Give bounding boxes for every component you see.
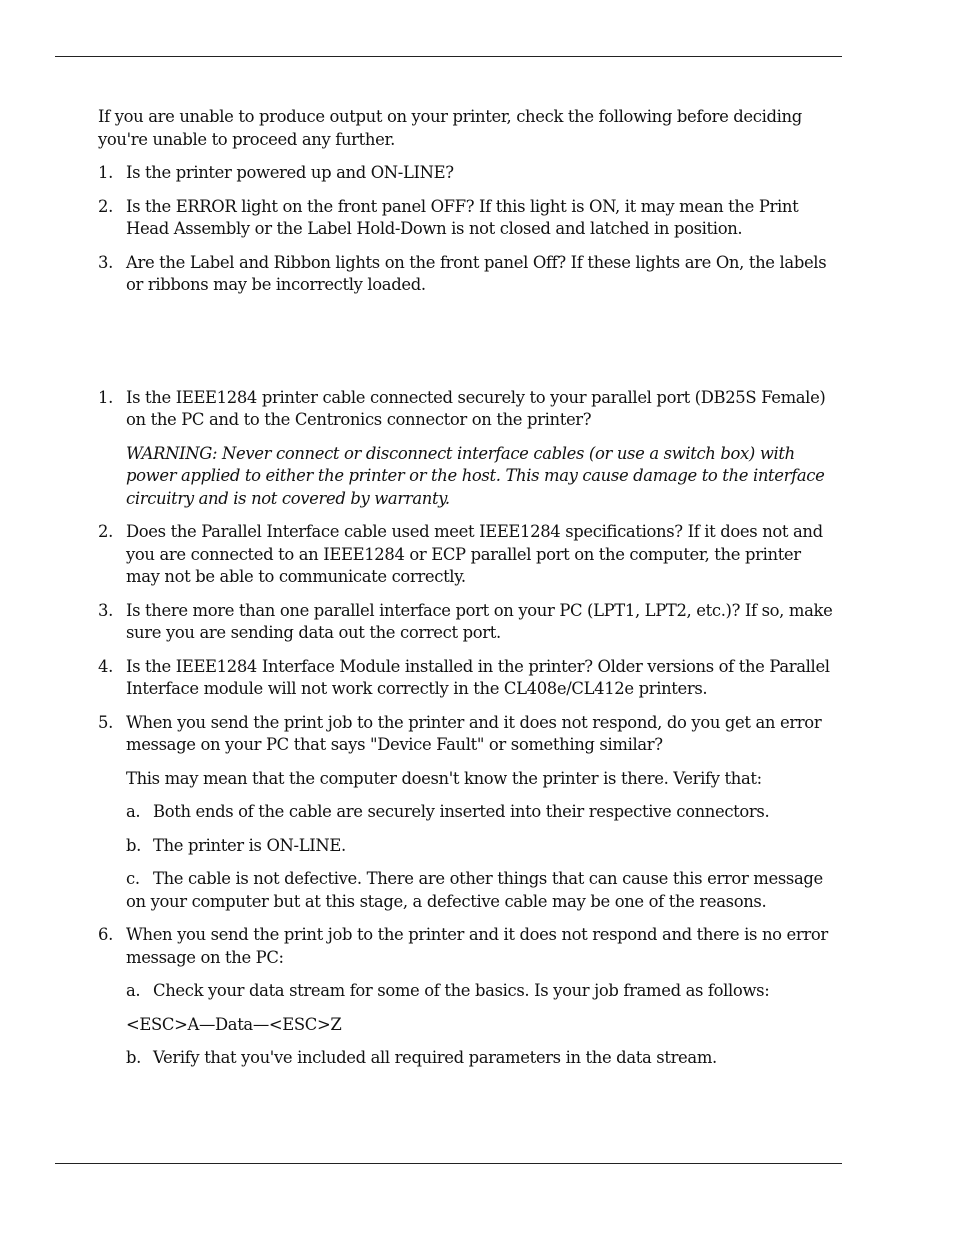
item-number: 6. (98, 925, 113, 944)
item-text: Is the IEEE1284 printer cable connected securely to your parallel port (DB25S Female) on the PC and to the Centronics connector on the printer? (126, 387, 826, 429)
verify-note: This may mean that the computer doesn't know the printer is there. Verify that: (126, 768, 762, 788)
footer-rule (55, 1163, 842, 1164)
item-number: 2. (98, 522, 113, 541)
item-number: 3. (98, 252, 113, 272)
intro-paragraph: If you are unable to produce output on your printer, check the following before deciding you're unable to proceed any further. (98, 107, 802, 149)
item-text: Are the Label and Ribbon lights on the front panel Off? If these lights are On, the labels or ribbons may be incorrectly loaded. (126, 252, 827, 294)
sub-item-6b (126, 1047, 833, 1070)
item-text: Is the IEEE1284 Interface Module installed in the printer? Older versions of the Parallel Interface module will not work correctly in the CL408e/CL412e printers. (126, 656, 830, 698)
item-number: 3. (98, 600, 113, 620)
sub-item-a (126, 801, 833, 824)
parallel-item-5 (98, 712, 833, 757)
sub-item-text: The cable is not defective. There are other things that can cause this error message on your computer but at this stage, a defective cable may be one of the reasons. (126, 869, 823, 911)
sub-item-letter: c. (126, 869, 140, 888)
warning-note: WARNING: Never connect or disconnect interface cables (or use a switch box) with power applied to either the printer or the host. This may cause damage to the interface circuitry and is not covered by warranty. (126, 443, 825, 508)
parallel-item-6 (98, 924, 833, 969)
item-text: When you send the print job to the printer and it does not respond, do you get an error message on your PC that says "Device Fault" or something similar? (126, 712, 822, 754)
checklist-item-3 (98, 252, 833, 297)
item-text: Is the printer powered up and ON-LINE? (126, 163, 454, 182)
item-text: Is there more than one parallel interface port on your PC (LPT1, LPT2, etc.)? If so, make sure you are sending data out the correct port. (126, 600, 833, 642)
item-number: 4. (98, 656, 113, 676)
item-text: Does the Parallel Interface cable used meet IEEE1284 specifications? If it does not and you are connected to an IEEE1284 or ECP parallel port on the computer, the printer may not be able to communicate correctly. (126, 522, 823, 586)
item-number: 2. (98, 196, 113, 216)
header-rule (55, 56, 842, 57)
item-number: 1. (98, 387, 113, 407)
sub-item-letter: a. (126, 802, 141, 821)
sub-item-letter: b. (126, 1048, 142, 1067)
item-number: 5. (98, 712, 113, 732)
item-number: 1. (98, 163, 113, 182)
checklist-item-2 (98, 196, 833, 241)
code-sample: <ESC>A—Data—<ESC>Z (126, 1014, 342, 1034)
sub-item-text: Check your data stream for some of the basics. Is your job framed as follows: (153, 981, 770, 1000)
item-text: When you send the print job to the printer and it does not respond and there is no error message on the PC: (126, 925, 828, 967)
sub-item-letter: b. (126, 835, 142, 855)
sub-item-text: Verify that you've included all required parameters in the data stream. (153, 1048, 717, 1067)
sub-item-text: The printer is ON-LINE. (153, 835, 346, 855)
parallel-item-3 (98, 600, 833, 645)
item-text: Is the ERROR light on the front panel OFF? If this light is ON, it may mean the Print Head Assembly or the Label Hold-Down is not closed and latched in position. (126, 196, 799, 238)
parallel-item-2 (98, 521, 833, 589)
checklist-item-1 (98, 162, 833, 185)
page-content (98, 106, 833, 1081)
parallel-item-1 (98, 387, 833, 432)
sub-item-letter: a. (126, 981, 141, 1000)
sub-item-b (126, 835, 833, 858)
sub-item-text: Both ends of the cable are securely inserted into their respective connectors. (153, 802, 770, 821)
section-spacer (98, 308, 833, 387)
parallel-item-4 (98, 656, 833, 701)
sub-item-6a (126, 980, 833, 1003)
sub-item-c (126, 868, 833, 913)
